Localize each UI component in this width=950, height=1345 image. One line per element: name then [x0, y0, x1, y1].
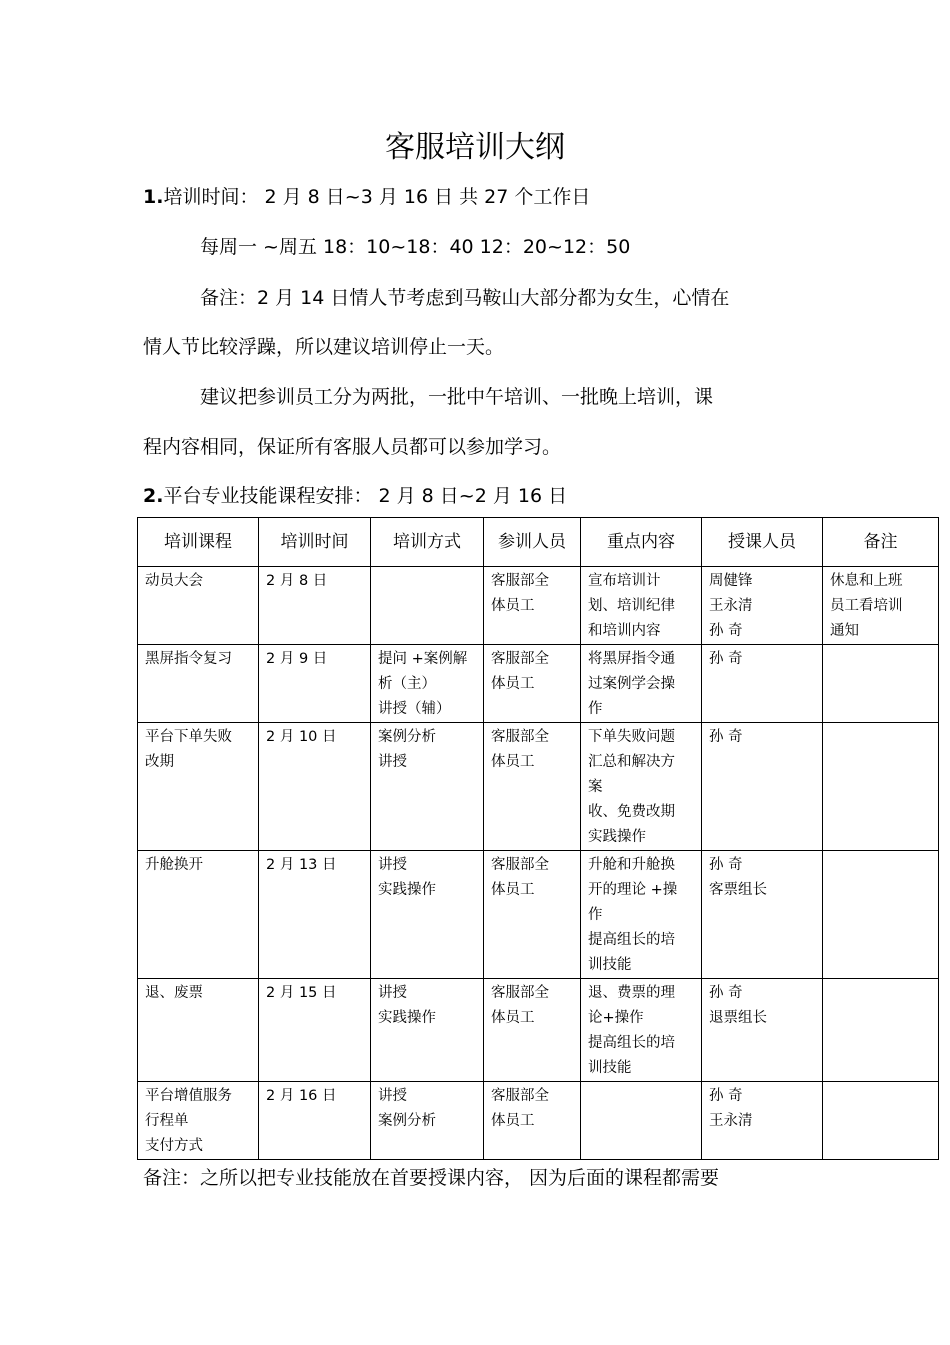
table-cell: 升舱换开 [138, 851, 259, 979]
table-cell: 孙 奇 客票组长 [702, 851, 823, 979]
table-cell [823, 645, 939, 723]
table-cell: 客服部全 体员工 [484, 645, 581, 723]
header-remarks: 备注 [823, 518, 939, 567]
table-cell: 孙 奇 王永清 [702, 1082, 823, 1160]
header-course: 培训课程 [138, 518, 259, 567]
table-cell: 退、费票的理 论+操作 提高组长的培 训技能 [581, 979, 702, 1082]
header-method: 培训方式 [371, 518, 484, 567]
table-row [138, 1082, 939, 1160]
table-cell [823, 979, 939, 1082]
table-cell: 升舱和升舱换 开的理论 +操 作 提高组长的培 训技能 [581, 851, 702, 979]
table-cell: 客服部全 体员工 [484, 979, 581, 1082]
table-cell: 平台下单失败 改期 [138, 723, 259, 851]
section-1-number: 1. [143, 186, 164, 208]
table-cell: 讲授 实践操作 [371, 979, 484, 1082]
table-cell: 休息和上班 员工看培训 通知 [823, 567, 939, 645]
table-cell: 讲授 案例分析 [371, 1082, 484, 1160]
table-cell: 下单失败问题 汇总和解决方 案 收、免费改期 实践操作 [581, 723, 702, 851]
table-cell: 2 月 15 日 [259, 979, 371, 1082]
table-cell: 讲授 实践操作 [371, 851, 484, 979]
section-1-heading-text: 培训时间： 2 月 8 日~3 月 16 日 共 27 个工作日 [163, 186, 591, 208]
table-header-row [138, 518, 939, 567]
table-cell: 2 月 10 日 [259, 723, 371, 851]
table-cell: 动员大会 [138, 567, 259, 645]
table-cell: 2 月 13 日 [259, 851, 371, 979]
header-time: 培训时间 [259, 518, 371, 567]
table-cell [823, 1082, 939, 1160]
table-cell: 将黑屏指令通 过案例学会操 作 [581, 645, 702, 723]
header-instructors: 授课人员 [702, 518, 823, 567]
table-row [138, 567, 939, 645]
table-cell: 客服部全 体员工 [484, 567, 581, 645]
suggestion-line-2: 程内容相同，保证所有客服人员都可以参加学习。 [143, 436, 562, 458]
table-cell [581, 1082, 702, 1160]
section-2-heading-text: 平台专业技能课程安排： 2 月 8 日~2 月 16 日 [163, 485, 568, 507]
table-cell: 黑屏指令复习 [138, 645, 259, 723]
page-title: 客服培训大纲 [385, 130, 565, 165]
table-cell: 客服部全 体员工 [484, 851, 581, 979]
table-cell: 客服部全 体员工 [484, 1082, 581, 1160]
table-cell: 2 月 9 日 [259, 645, 371, 723]
table-row [138, 723, 939, 851]
table-cell: 退、废票 [138, 979, 259, 1082]
table-cell: 客服部全 体员工 [484, 723, 581, 851]
table-cell: 平台增值服务 行程单 支付方式 [138, 1082, 259, 1160]
table-row [138, 645, 939, 723]
table-cell: 孙 奇 [702, 723, 823, 851]
table-cell: 孙 奇 退票组长 [702, 979, 823, 1082]
section-2-number: 2. [143, 485, 164, 507]
table-cell: 2 月 16 日 [259, 1082, 371, 1160]
table-cell [371, 567, 484, 645]
section-2-heading [143, 481, 567, 508]
schedule-line: 每周一 ~周五 18：10~18：40 12：20~12：50 [200, 236, 631, 258]
table-cell [823, 851, 939, 979]
table-cell: 2 月 8 日 [259, 567, 371, 645]
header-participants: 参训人员 [484, 518, 581, 567]
table-cell: 提问 +案例解 析（主） 讲授（辅） [371, 645, 484, 723]
note-line-1: 备注：2 月 14 日情人节考虑到马鞍山大部分都为女生，心情在 [200, 287, 730, 309]
course-schedule-table [137, 517, 939, 1160]
table-row [138, 979, 939, 1082]
section-1-heading [143, 182, 590, 209]
table-cell: 宣布培训计 划、培训纪律 和培训内容 [581, 567, 702, 645]
table-cell: 周健锋 王永清 孙 奇 [702, 567, 823, 645]
footer-note: 备注：之所以把专业技能放在首要授课内容， 因为后面的课程都需要 [143, 1167, 720, 1189]
table-cell: 案例分析 讲授 [371, 723, 484, 851]
table-row [138, 851, 939, 979]
table-cell [823, 723, 939, 851]
suggestion-line-1: 建议把参训员工分为两批，一批中午培训、一批晚上培训，课 [200, 386, 714, 408]
header-key-content: 重点内容 [581, 518, 702, 567]
note-line-2: 情人节比较浮躁，所以建议培训停止一天。 [143, 336, 505, 358]
table-cell: 孙 奇 [702, 645, 823, 723]
